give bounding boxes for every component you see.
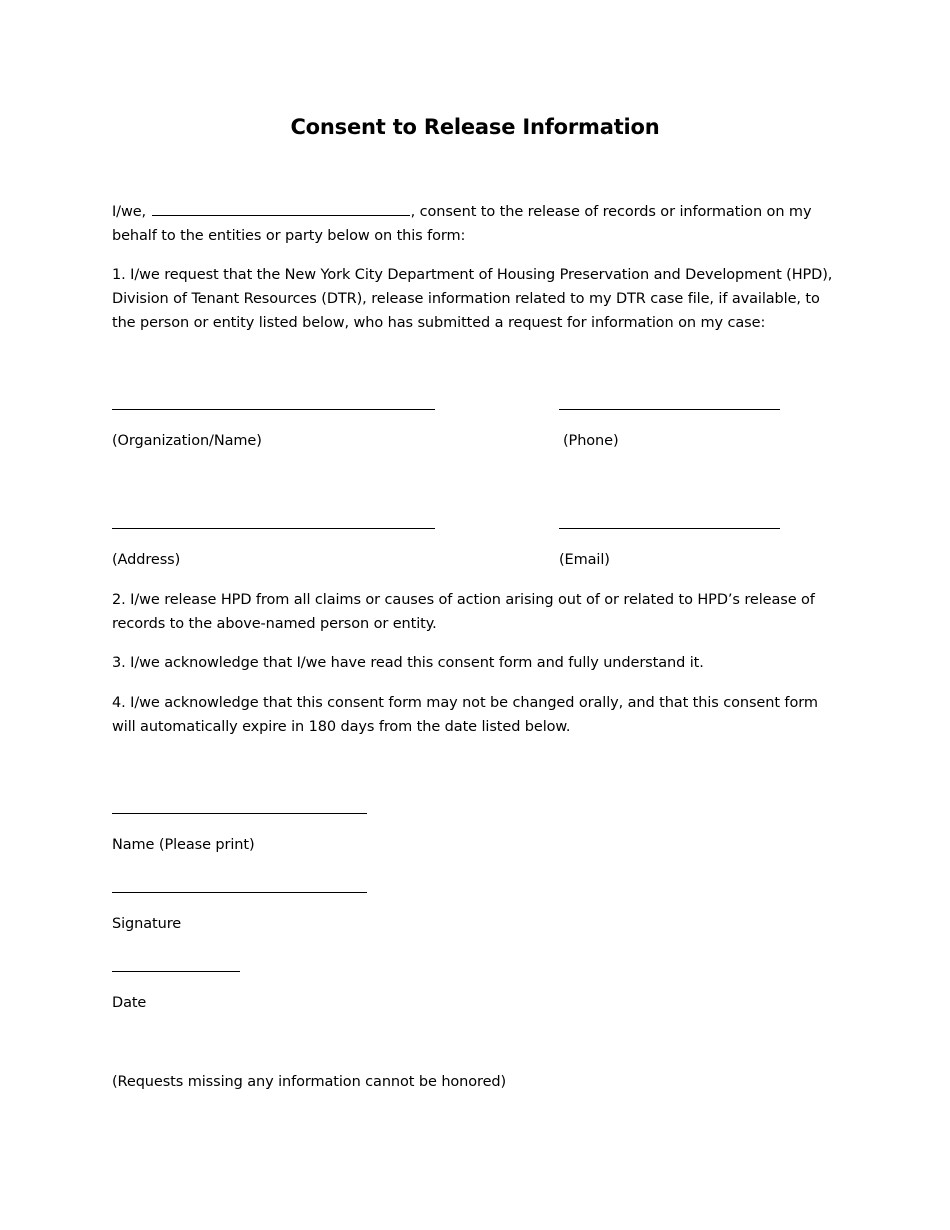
item-3-paragraph: 3. I/we acknowledge that I/we have read this consent form and fully understand it. (112, 655, 704, 671)
phone-label: (Phone) (563, 433, 619, 449)
intro-paragraph (112, 200, 837, 248)
address-blank[interactable] (112, 528, 435, 529)
signature-blank[interactable] (112, 892, 367, 893)
item-1-paragraph: 1. I/we request that the New York City Department of Housing Preservation and Development (HPD), Division of Tenant Resources (DTR), release information related to my DTR case file, if available, to the person or entity listed below, who has submitted a request for information on my case: (112, 267, 833, 331)
item-4-paragraph: 4. I/we acknowledge that this consent form may not be changed orally, and that this consent form will automatically expire in 180 days from the date listed below. (112, 695, 818, 735)
consenting-party-name-blank[interactable] (152, 201, 410, 216)
intro-prefix: I/we, (112, 204, 147, 220)
date-blank[interactable] (112, 971, 240, 972)
address-label: (Address) (112, 552, 181, 568)
item-2-paragraph: 2. I/we release HPD from all claims or causes of action arising out of or related to HPD’s release of records to the above-named person or entity. (112, 592, 815, 632)
email-label: (Email) (559, 552, 610, 568)
phone-blank[interactable] (559, 409, 780, 410)
organization-name-label: (Organization/Name) (112, 433, 262, 449)
footer-note: (Requests missing any information cannot be honored) (112, 1074, 507, 1090)
email-blank[interactable] (559, 528, 780, 529)
date-label: Date (112, 995, 147, 1011)
printed-name-blank[interactable] (112, 813, 367, 814)
intro-line-2: behalf to the entities or party below on this form: (112, 228, 466, 244)
signature-label: Signature (112, 916, 182, 932)
intro-suffix: , consent to the release of records or information on my (410, 204, 812, 220)
document-title: Consent to Release Information (290, 115, 660, 139)
printed-name-label: Name (Please print) (112, 837, 255, 853)
organization-name-blank[interactable] (112, 409, 435, 410)
